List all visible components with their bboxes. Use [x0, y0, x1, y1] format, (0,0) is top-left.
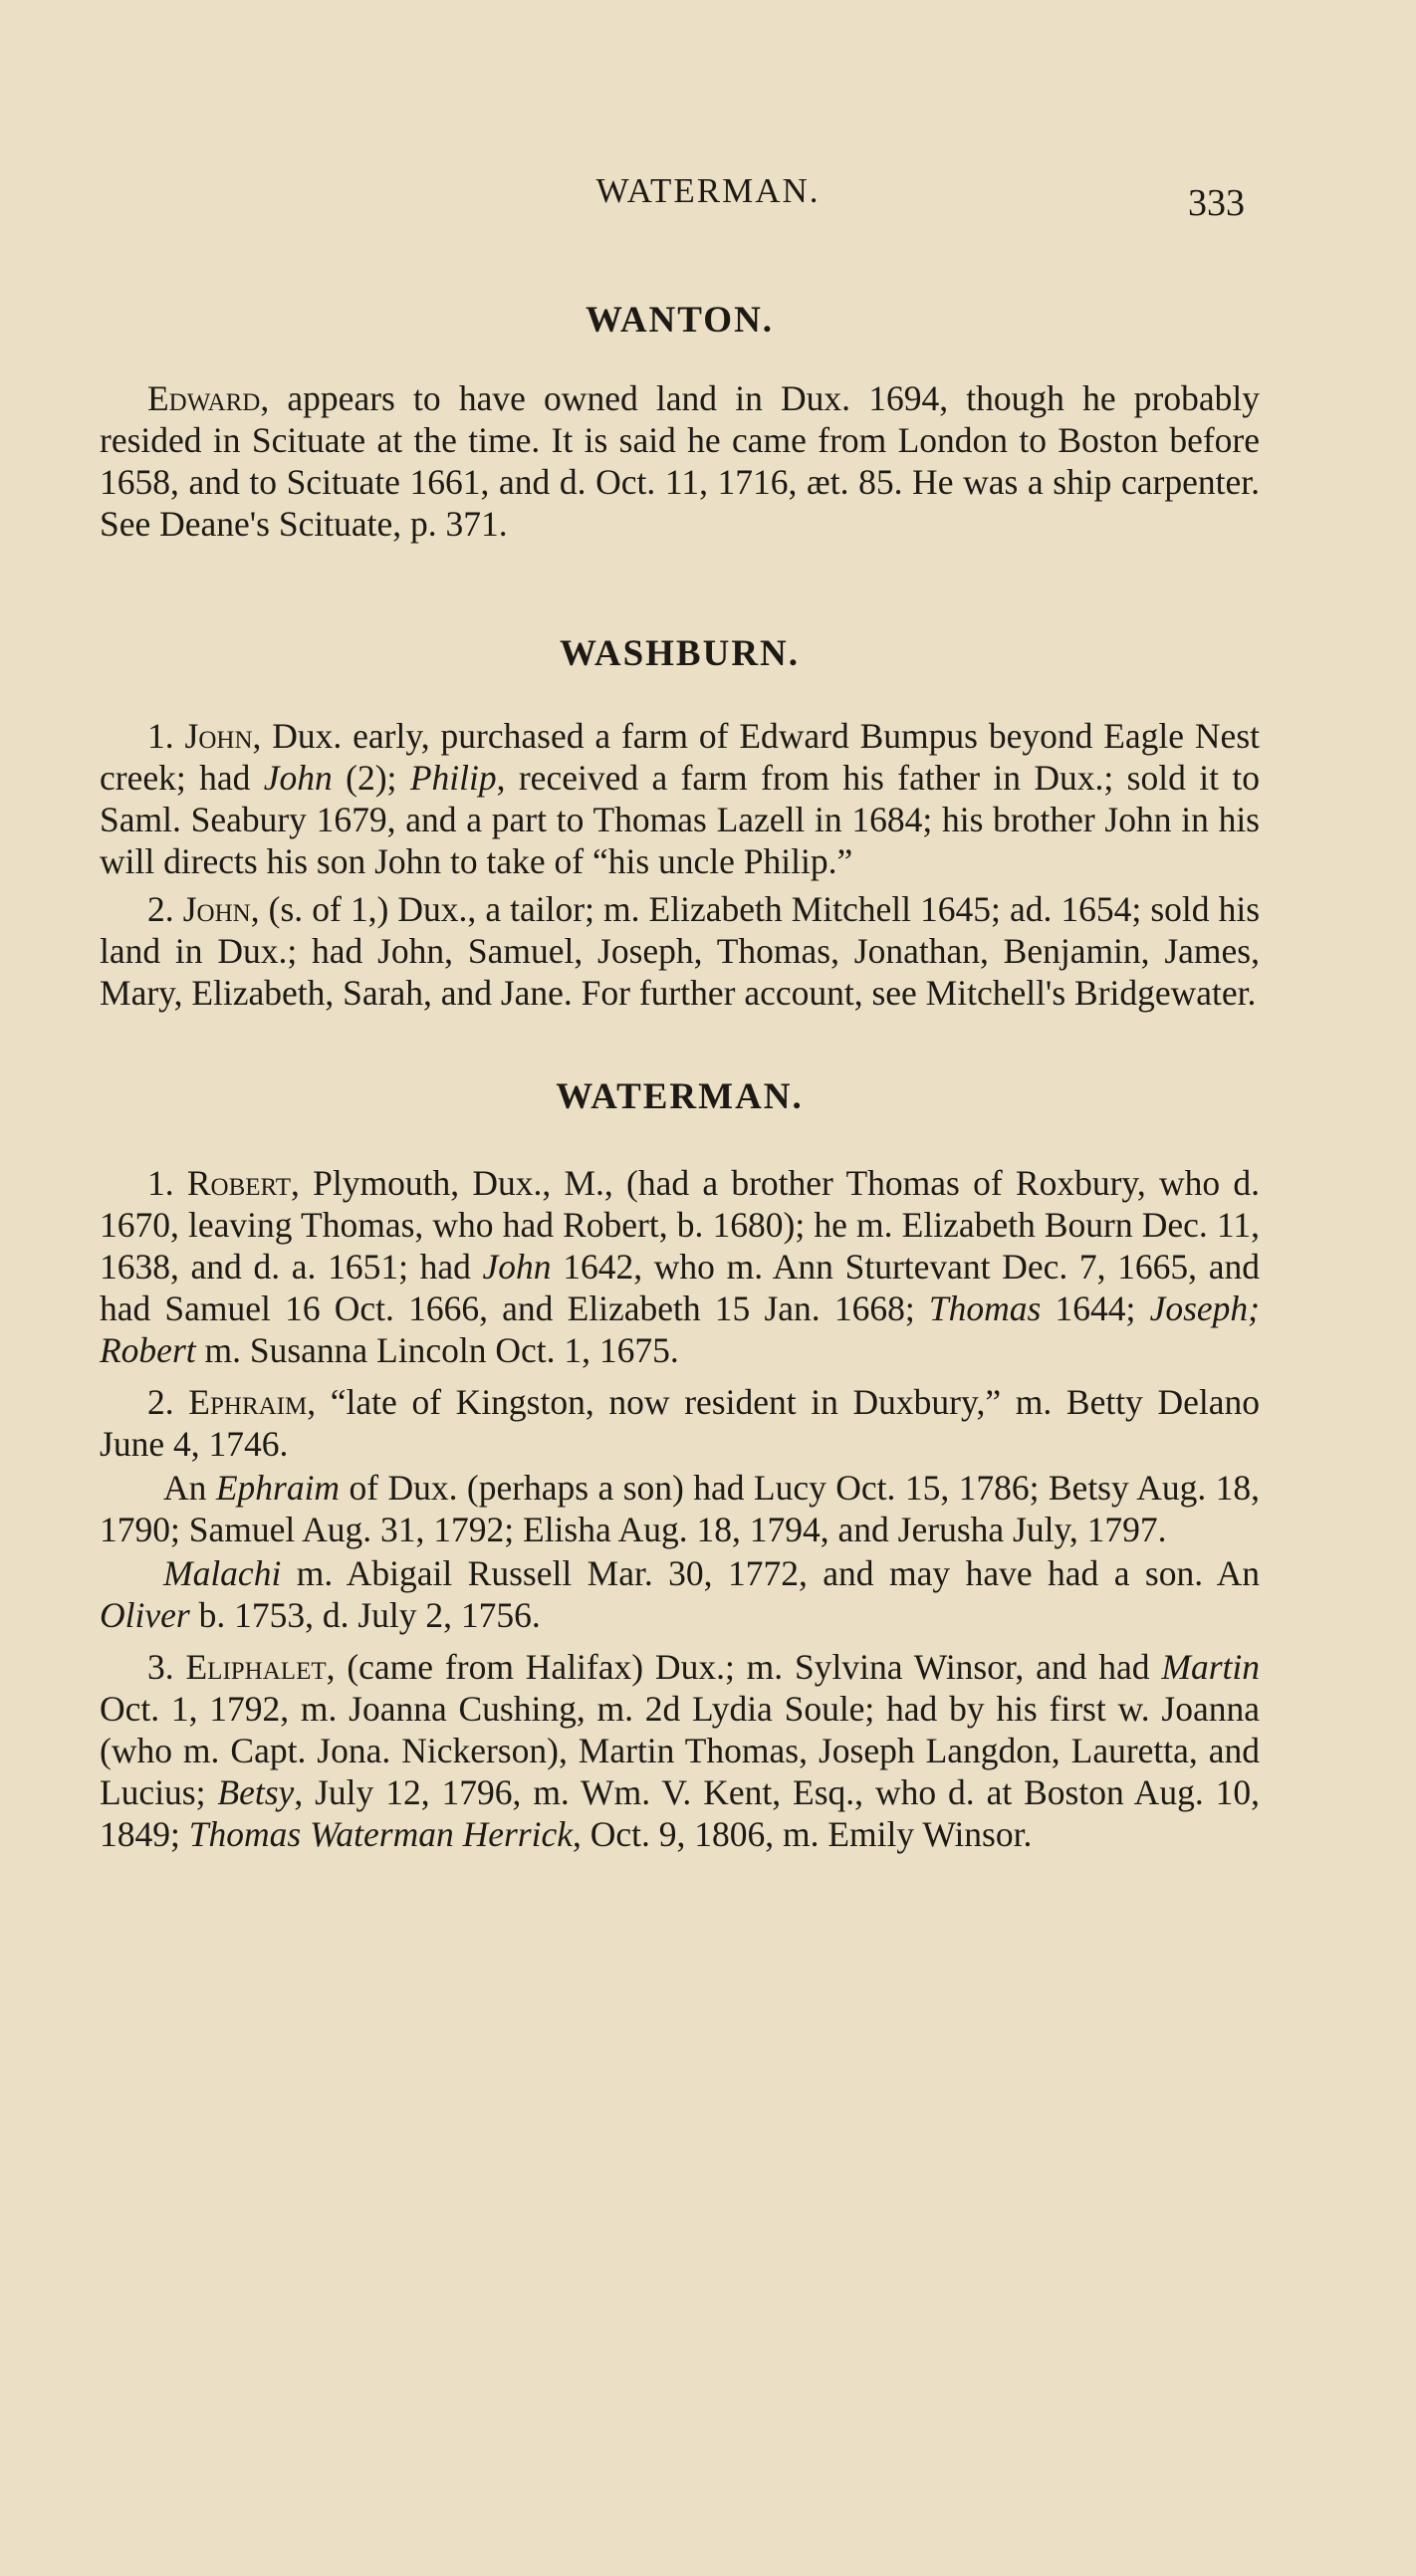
- entry-text: , Plymouth, Dux., M., (had a brother Thomas of Roxbury, who d. 1670, leaving Thomas, who had Robert, b. 1680); he m. Elizabeth Bourn Dec. 11, 1638, and d. a. 1651; had: [100, 1163, 1261, 1287]
- entry-text: , “late of Kingston, now resident in Duxbury,” m. Betty Delano June 4, 1746.: [100, 1382, 1260, 1464]
- entry-text: m. Susanna Lincoln Oct. 1, 1675.: [195, 1330, 679, 1370]
- running-head: [100, 167, 1316, 227]
- paper-fleck: [6, 2235, 16, 2249]
- entry-waterman-1: [100, 1162, 1260, 1371]
- italic-name: Betsy: [217, 1772, 295, 1812]
- entry-number: 2.: [147, 889, 174, 929]
- entry-text: , (s. of 1,) Dux., a tailor; m. Elizabeth Mitchell 1645; ad. 1654; sold his land in Dux.; had John, Samuel, Joseph, Thomas, Jonathan, Benjamin, James, Mary, Elizabeth, Sarah, and Jane. For further account, see Mitchell's Bridgewater.: [100, 889, 1261, 1013]
- entry-number: 1.: [147, 716, 174, 756]
- section-heading-waterman: WATERMAN.: [556, 1076, 804, 1117]
- running-title: WATERMAN.: [595, 171, 821, 210]
- italic-name: John: [263, 758, 333, 798]
- entry-text: , July 12, 1796, m. Wm. V. Kent, Esq., who d. at Boston Aug. 10, 1849;: [100, 1772, 1260, 1854]
- page-number: 333: [1188, 182, 1245, 224]
- italic-name: Thomas Waterman Herrick: [188, 1814, 573, 1854]
- entry-text: , Oct. 9, 1806, m. Emily Winsor.: [572, 1814, 1033, 1854]
- entry-number: 2.: [147, 1382, 174, 1422]
- italic-name: John: [482, 1247, 552, 1287]
- entry-number: 3.: [147, 1647, 174, 1687]
- entry-text: , Dux. early, purchased a farm of Edward Bumpus beyond Eagle Nest creek; had: [100, 716, 1260, 798]
- entry-text: b. 1753, d. July 2, 1756.: [189, 1595, 541, 1635]
- italic-name: Thomas: [928, 1288, 1042, 1328]
- entry-text: , received a farm from his father in Dux.; sold it to Saml. Seabury 1679, and a part to Thomas Lazell in 1684; his brother John in his will directs his son John to take of “his uncle Philip.”: [100, 758, 1260, 881]
- italic-name: Malachi: [163, 1553, 282, 1593]
- entry-text: (2);: [332, 758, 410, 798]
- entry-name: Edward: [147, 378, 261, 418]
- entry-text: Oct. 1, 1792, m. Joanna Cushing, m. 2d Lydia Soule; had by his first w. Joanna (who m. Capt. Jona. Nickerson), Martin Thomas, Joseph Langdon, Lauretta, and Lucius;: [100, 1689, 1260, 1812]
- entry-waterman-2: [100, 1381, 1260, 1465]
- entry-text: of Dux. (perhaps a son) had Lucy Oct. 15, 1786; Betsy Aug. 18, 1790; Samuel Aug. 31, 1792; Elisha Aug. 18, 1794, and Jerusha July, 1797.: [100, 1468, 1261, 1549]
- entry-waterman-3: [100, 1646, 1260, 1855]
- entry-text: , (came from Halifax) Dux.; m. Sylvina Winsor, and had: [326, 1647, 1162, 1687]
- italic-name: Joseph; Robert: [100, 1288, 1260, 1370]
- italic-name: Philip: [409, 758, 497, 798]
- entry-text: m. Abigail Russell Mar. 30, 1772, and may have had a son. An: [281, 1553, 1260, 1593]
- entry-name: John: [184, 716, 253, 756]
- body-text: [100, 289, 1260, 1855]
- entry-waterman-2b: [100, 1552, 1260, 1636]
- entry-number: 1.: [147, 1163, 174, 1203]
- section-heading-washburn: WASHBURN.: [559, 633, 801, 674]
- italic-name: Oliver: [100, 1595, 190, 1635]
- entry-washburn-1: [100, 715, 1260, 882]
- entry-text: 1642, who m. Ann Sturtevant Dec. 7, 1665, and had Samuel 16 Oct. 1666, and Elizabeth 15 Jan. 1668;: [100, 1247, 1260, 1328]
- entry-waterman-2a: [100, 1467, 1260, 1550]
- entry-name: Robert: [186, 1163, 291, 1203]
- entry-name: Ephraim: [188, 1382, 308, 1422]
- entry-wanton-edward: [100, 377, 1260, 545]
- section-heading-wanton: WANTON.: [585, 300, 775, 341]
- entry-name: John: [182, 889, 251, 929]
- entry-name: Eliphalet: [185, 1647, 327, 1687]
- entry-text: 1644;: [1041, 1288, 1150, 1328]
- entry-washburn-2: [100, 888, 1260, 1014]
- entry-text: An: [163, 1468, 216, 1508]
- italic-name: Ephraim: [215, 1468, 341, 1508]
- entry-text: , appears to have owned land in Dux. 1694, though he probably resided in Scituate at the time. It is said he came from London to Boston before 1658, and to Scituate 1661, and d. Oct. 11, 1716, æt. 85. He was a ship carpenter. See Deane's Scituate, p. 371.: [100, 378, 1260, 544]
- italic-name: Martin: [1161, 1647, 1261, 1687]
